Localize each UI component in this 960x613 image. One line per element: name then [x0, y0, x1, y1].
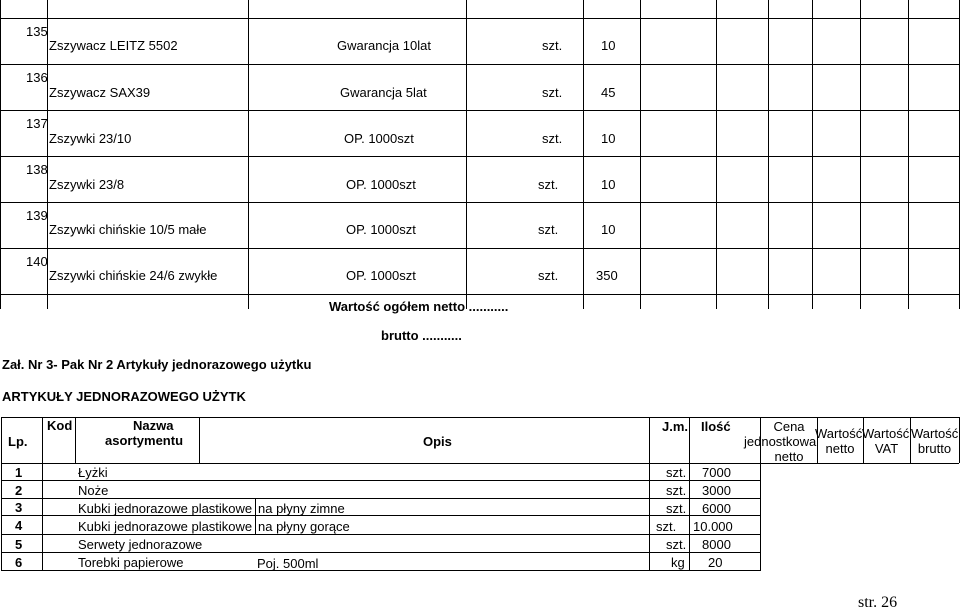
row-desc: na płyny zimne	[258, 501, 345, 516]
row-qty: 350	[596, 268, 618, 283]
header-cena: Cena	[773, 419, 805, 434]
row-unit: szt.	[538, 268, 559, 283]
total-brutto: brutto ...........	[381, 328, 462, 343]
header-nazwa-2: asortymentu	[105, 433, 184, 448]
row-lp: 3	[15, 500, 23, 515]
row-name: Zszywacz LEITZ 5502	[49, 38, 178, 53]
row-unit: szt.	[666, 465, 687, 480]
row-qty: 3000	[702, 483, 731, 498]
row-unit: szt.	[542, 85, 563, 100]
row-qty: 10.000	[693, 519, 733, 534]
header-wartosc-brutto-2: brutto	[917, 441, 952, 456]
row-qty: 7000	[702, 465, 731, 480]
page-number: str. 26	[858, 594, 898, 611]
row-lp: 2	[15, 483, 23, 498]
row-name: Zszywki 23/8	[49, 177, 125, 192]
row-desc: OP. 1000szt	[344, 131, 414, 146]
row-desc: na płyny gorące	[258, 519, 350, 534]
row-qty: 6000	[702, 501, 731, 516]
row-qty: 45	[601, 85, 616, 100]
row-lp: 139	[26, 208, 48, 223]
header-wartosc-brutto: Wartość	[911, 426, 959, 441]
row-name: Noże	[78, 483, 109, 498]
row-desc: OP. 1000szt	[346, 177, 416, 192]
header-wartosc-netto: Wartość	[815, 426, 863, 441]
row-qty: 10	[601, 222, 616, 237]
row-name: Torebki papierowe	[78, 555, 184, 570]
header-cena-2: jednostkowa	[744, 434, 817, 449]
header-cena-3: netto	[774, 449, 804, 464]
row-unit: szt.	[666, 483, 687, 498]
row-unit: kg	[671, 555, 685, 570]
total-netto: Wartość ogółem netto ...........	[329, 299, 509, 314]
attachment-title: Zał. Nr 3- Pak Nr 2 Artykuły jednorazowego użytku	[2, 357, 312, 372]
row-desc: Gwarancja 5lat	[340, 85, 427, 100]
header-nazwa: Nazwa	[133, 418, 174, 433]
header-ilosc: Ilość	[701, 419, 731, 434]
row-name: Łyżki	[78, 465, 108, 480]
row-lp: 137	[26, 116, 48, 131]
row-unit: szt.	[656, 519, 677, 534]
row-lp: 6	[15, 555, 23, 570]
header-wartosc-netto-2: netto	[825, 441, 855, 456]
row-lp: 1	[15, 465, 23, 480]
row-name: Zszywki chińskie 24/6 zwykłe	[49, 268, 218, 283]
row-qty: 10	[601, 38, 616, 53]
row-name: Zszywki 23/10	[49, 131, 132, 146]
row-qty: 10	[601, 131, 616, 146]
row-qty: 20	[708, 555, 723, 570]
header-opis: Opis	[423, 434, 452, 449]
row-desc: OP. 1000szt	[346, 268, 416, 283]
header-wartosc-vat-2: VAT	[874, 441, 899, 456]
row-desc: OP. 1000szt	[346, 222, 416, 237]
row-qty: 10	[601, 177, 616, 192]
row-unit: szt.	[542, 38, 563, 53]
row-lp: 5	[15, 537, 23, 552]
row-lp: 140	[26, 254, 48, 269]
row-name: Kubki jednorazowe plastikowe	[78, 519, 253, 534]
header-lp: Lp.	[8, 434, 28, 449]
row-unit: szt.	[538, 177, 559, 192]
row-unit: szt.	[542, 131, 563, 146]
row-name: Serwety jednorazowe	[78, 537, 203, 552]
header-wartosc-vat: Wartość	[862, 426, 910, 441]
row-lp: 136	[26, 70, 48, 85]
header-jm: J.m.	[662, 419, 689, 434]
row-lp: 4	[15, 518, 23, 533]
row-name: Kubki jednorazowe plastikowe	[78, 501, 253, 516]
row-name: Zszywacz SAX39	[49, 85, 151, 100]
row-lp: 138	[26, 162, 48, 177]
row-name: Zszywki chińskie 10/5 małe	[49, 222, 207, 237]
section-title: ARTYKUŁY JEDNORAZOWEGO UŻYTK	[2, 389, 246, 404]
row-unit: szt.	[666, 537, 687, 552]
row-qty: 8000	[702, 537, 731, 552]
header-kod: Kod	[47, 418, 73, 433]
row-desc: Gwarancja 10lat	[337, 38, 431, 53]
row-unit: szt.	[538, 222, 559, 237]
row-unit: szt.	[666, 501, 687, 516]
row-desc: Poj. 500ml	[257, 556, 319, 571]
row-lp: 135	[26, 24, 48, 39]
